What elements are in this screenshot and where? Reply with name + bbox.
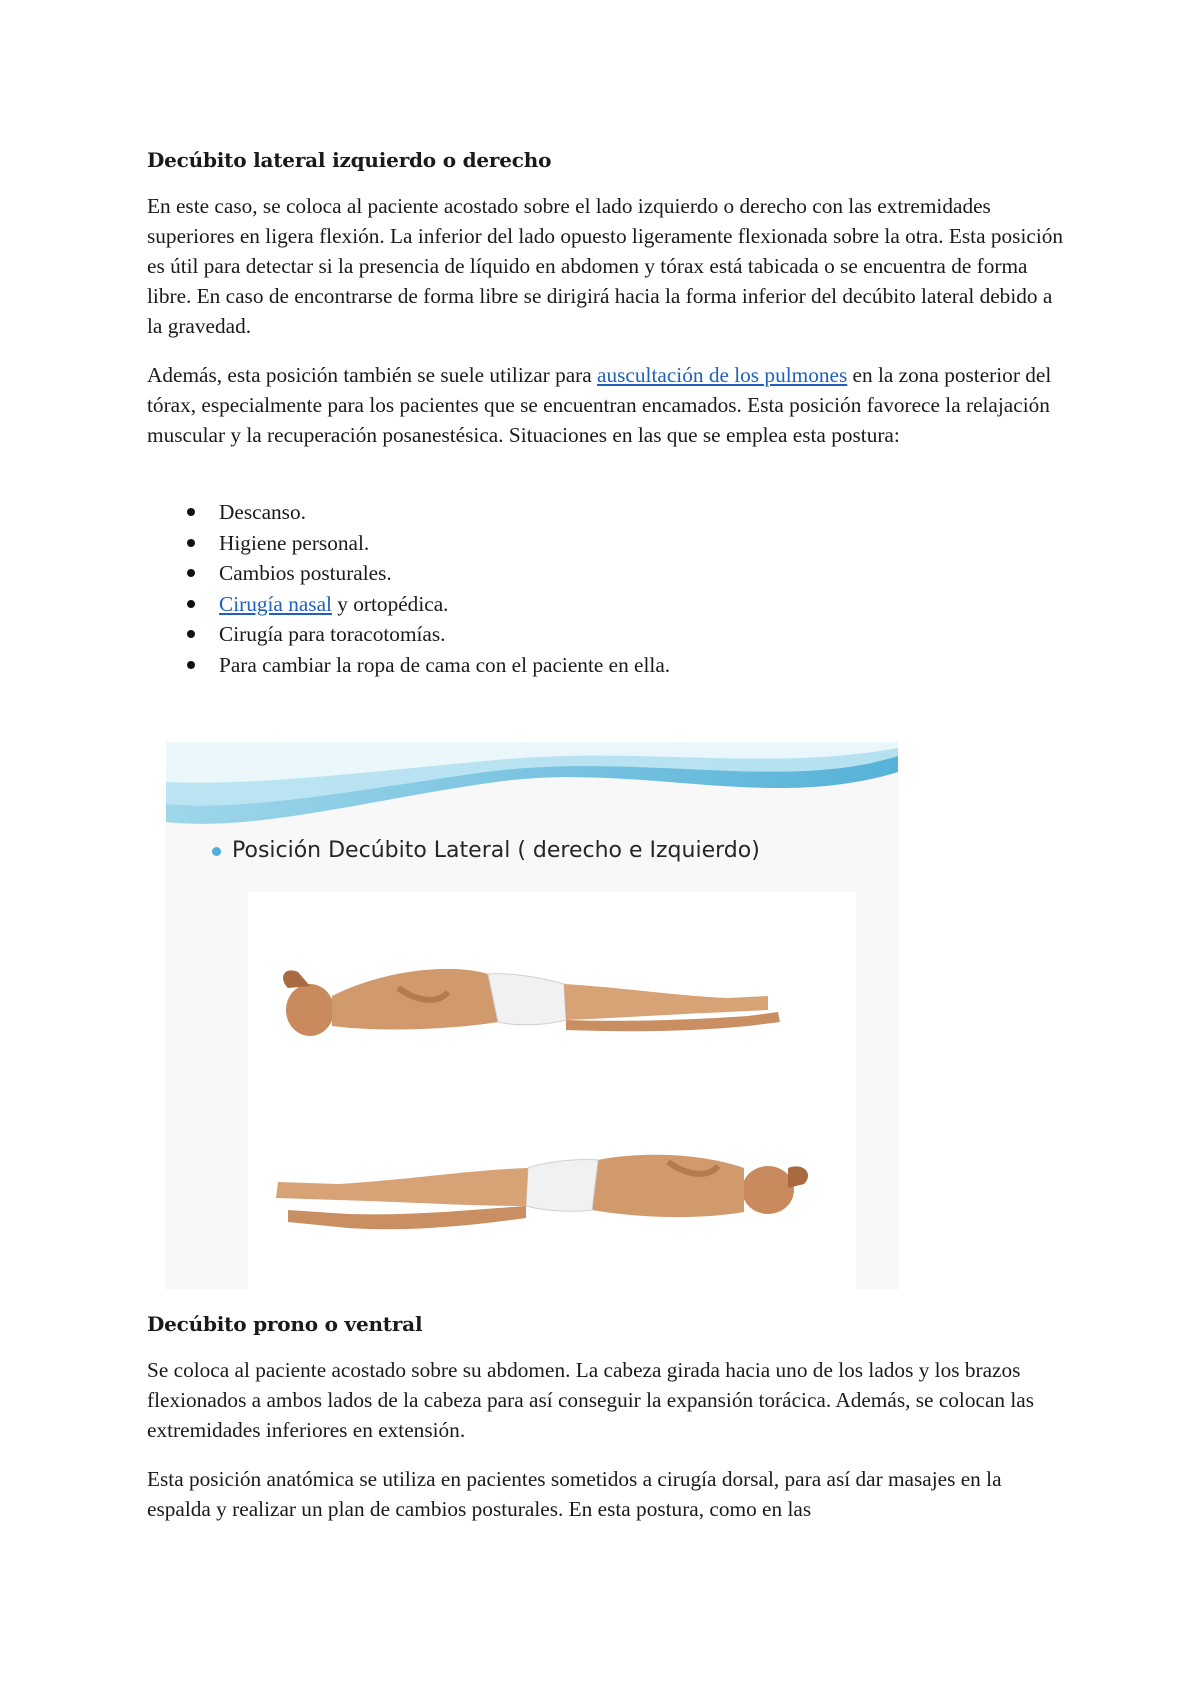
patient-lateral-right-figure [283, 969, 780, 1036]
list-item: Para cambiar la ropa de cama con el paciente en ella. [147, 650, 1067, 681]
list-item-text: y ortopédica. [331, 591, 449, 616]
list-item: Higiene personal. [147, 528, 1067, 559]
link-auscultacion-pulmones[interactable]: auscultación de los pulmones [597, 363, 848, 387]
slide-title: Posición Decúbito Lateral ( derecho e Izquierdo) [232, 838, 760, 863]
list-item: Cirugía para toracotomías. [147, 619, 1067, 650]
section-heading-lateral: Decúbito lateral izquierdo o derecho [147, 148, 552, 172]
situations-list [147, 497, 1067, 680]
body-figures-panel [248, 892, 856, 1290]
list-item: Descanso. [147, 497, 1067, 528]
patient-lateral-left-figure [276, 1155, 808, 1230]
slide-bullet-icon [212, 847, 221, 856]
link-cirugia-nasal[interactable]: Cirugía nasal [219, 591, 332, 616]
lateral-position-illustration [166, 742, 898, 1290]
patient-figures-image [248, 892, 856, 1290]
paragraph-lateral-uses [147, 360, 1067, 450]
paragraph-prono-description: Se coloca al paciente acostado sobre su abdomen. La cabeza girada hacia uno de los lados y los brazos flexionados a ambos lados de la cabeza para así conseguir la expansión torácica. Además, se colocan las extremidades inferiores en extensión. [147, 1358, 1035, 1442]
paragraph-text: en la zona posterior del tórax, especialmente para los pacientes que se encuentran encamados. Esta posición favorece la relajación muscular y la recuperación posanestésica. Situaciones en las que se emplea esta postura: [147, 363, 1052, 447]
paragraph-prono-uses: Esta posición anatómica se utiliza en pacientes sometidos a cirugía dorsal, para así dar masajes en la espalda y realizar un plan de cambios posturales. En esta postura, como en las [147, 1467, 1002, 1521]
paragraph-lateral-description: En este caso, se coloca al paciente acostado sobre el lado izquierdo o derecho con las extremidades superiores en ligera flexión. La inferior del lado opuesto ligeramente flexionada sobre la otra. Esta posición es útil para detectar si la presencia de líquido en abdomen y tórax está tabicada o se encuentra de forma libre. En caso de encontrarse de forma libre se dirigirá hacia la forma inferior del decúbito lateral debido a la gravedad. [147, 194, 1064, 338]
list-item [147, 589, 1067, 620]
slide-wave-banner [166, 742, 898, 832]
list-item: Cambios posturales. [147, 558, 1067, 589]
paragraph-text: Además, esta posición también se suele utilizar para [147, 363, 598, 387]
section-heading-prono: Decúbito prono o ventral [147, 1312, 423, 1336]
